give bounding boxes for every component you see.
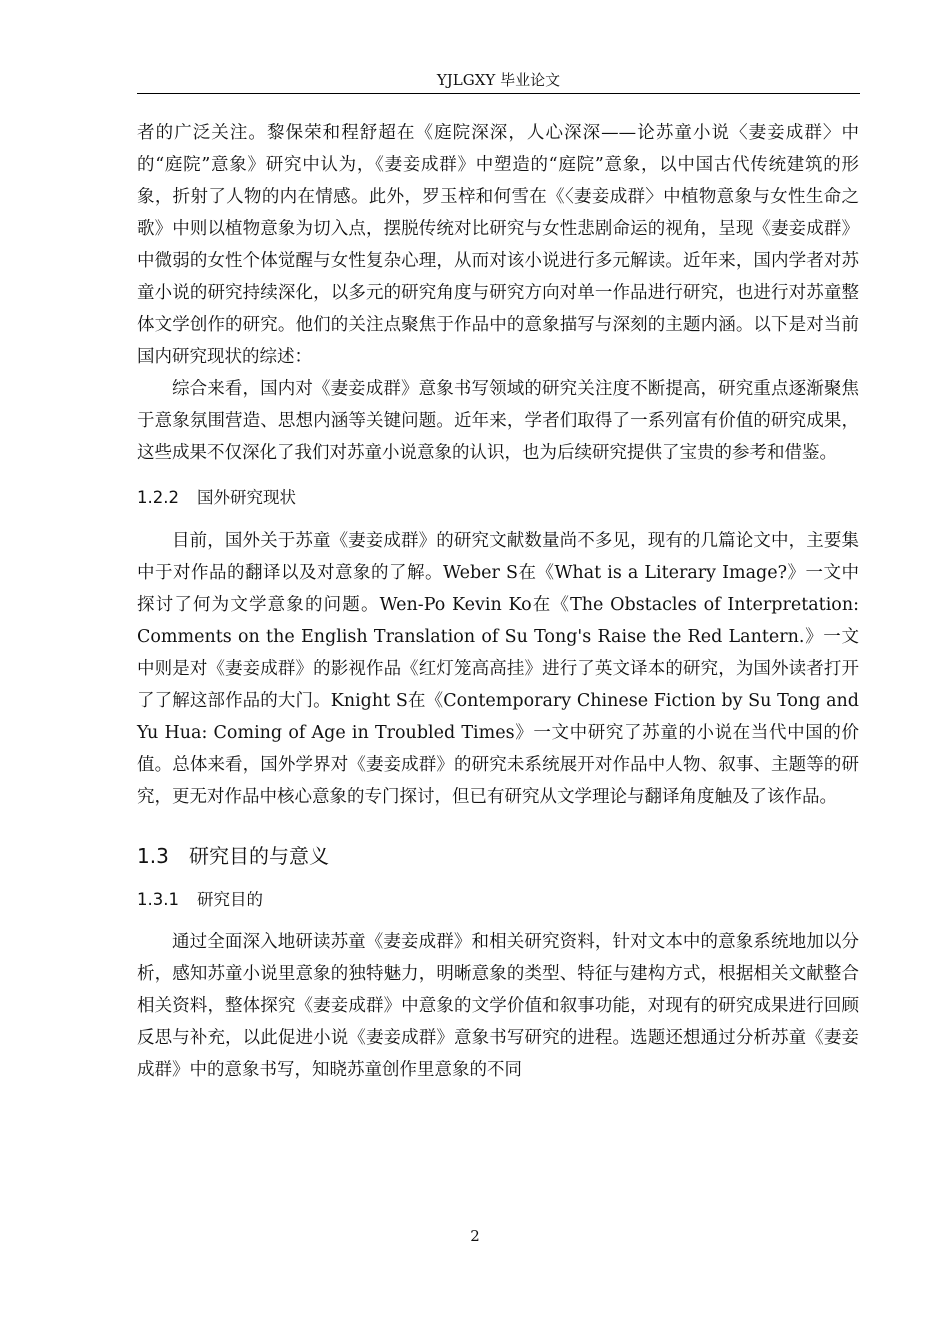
running-header: YJLGXY 毕业论文 xyxy=(436,71,561,89)
heading-number: 1.2.2 xyxy=(137,488,179,507)
body-content xyxy=(137,117,859,1086)
heading-number: 1.3.1 xyxy=(137,890,179,909)
heading-number: 1.3 xyxy=(137,844,169,868)
paragraph-foreign-review: 目前，国外关于苏童《妻妾成群》的研究文献数量尚不多见，现有的几篇论文中，主要集中于对作品的翻译以及对意象的了解。Weber S在《What is a Literary Image?》一文中探讨了何为文学意象的问题。Wen-Po Kevin Ko在《The Obstacles of Interpretation: Comments on the English Translation of Su Tong's Raise the Red Lantern.》一文中则是对《妻妾成群》的影视作品《红灯笼高高挂》进行了英文译本的研究，为国外读者打开了了解这部作品的大门。Knight S在《Contemporary Chinese Fiction by Su Tong and Yu Hua: Coming of Age in Troubled Times》一文中研究了苏童的小说在当代中国的价值。总体来看，国外学界对《妻妾成群》的研究未系统展开对作品中人物、叙事、主题等的研究，更无对作品中核心意象的专门探讨，但已有研究从文学理论与翻译角度触及了该作品。 xyxy=(137,531,859,807)
paragraph-domestic-review: 者的广泛关注。黎保荣和程舒超在《庭院深深，人心深深——论苏童小说〈妻妾成群〉中的“庭院”意象》研究中认为，《妻妾成群》中塑造的“庭院”意象，以中国古代传统建筑的形象，折射了人物的内在情感。此外，罗玉梓和何雪在《〈妻妾成群〉中植物意象与女性生命之歌》中则以植物意象为切入点，摆脱传统对比研究与女性悲剧命运的视角，呈现《妻妾成群》中微弱的女性个体觉醒与女性复杂心理，从而对该小说进行多元解读。近年来，国内学者对苏童小说的研究持续深化，以多元的研究角度与研究方向对单一作品进行研究，也进行对苏童整体文学创作的研究。他们的关注点聚焦于作品中的意象描写与深刻的主题内涵。以下是对当前国内研究现状的综述： xyxy=(137,123,859,367)
header-rule xyxy=(137,93,860,94)
paragraph-research-purpose: 通过全面深入地研读苏童《妻妾成群》和相关研究资料，针对文本中的意象系统地加以分析，感知苏童小说里意象的独特魅力，明晰意象的类型、特征与建构方式，根据相关文献整合相关资料，整体探究《妻妾成群》中意象的文学价值和叙事功能，对现有的研究成果进行回顾反思与补充，以此促进小说《妻妾成群》意象书写研究的进程。选题还想通过分析苏童《妻妾成群》中的意象书写，知晓苏童创作里意象的不同 xyxy=(137,932,859,1080)
page-number: 2 xyxy=(470,1227,480,1245)
paragraph-domestic-summary: 综合来看，国内对《妻妾成群》意象书写领域的研究关注度不断提高，研究重点逐渐聚焦于意象氛围营造、思想内涵等关键问题。近年来，学者们取得了一系列富有价值的研究成果，这些成果不仅深化了我们对苏童小说意象的认识，也为后续研究提供了宝贵的参考和借鉴。 xyxy=(137,379,859,463)
heading-text: 研究目的与意义 xyxy=(189,844,329,868)
heading-1-3 xyxy=(137,843,859,869)
heading-1-2-2 xyxy=(137,487,859,509)
heading-text: 研究目的 xyxy=(197,890,263,909)
heading-text: 国外研究现状 xyxy=(197,488,296,507)
heading-1-3-1 xyxy=(137,889,859,911)
